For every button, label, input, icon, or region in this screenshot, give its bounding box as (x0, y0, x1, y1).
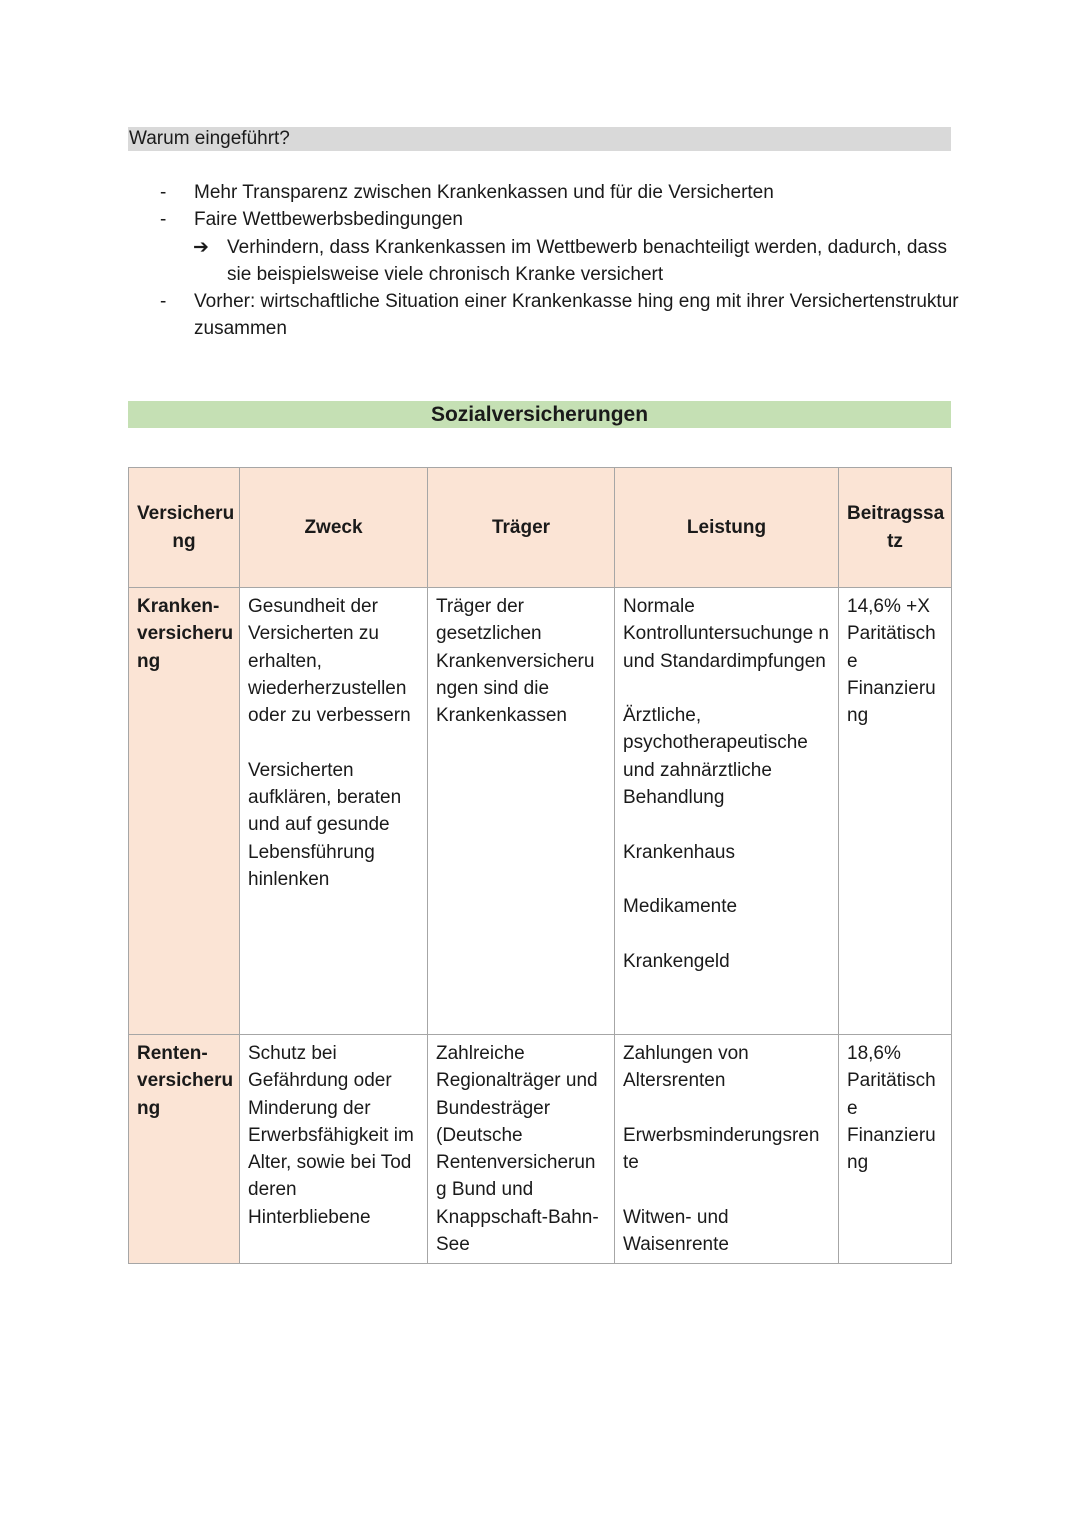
dash-bullet-icon: - (160, 291, 167, 313)
header-zweck: Zweck (240, 468, 428, 588)
social-insurance-title: Sozialversicherungen (128, 401, 951, 428)
table-row (129, 588, 952, 1035)
leistung-item: Medikamente (623, 896, 738, 918)
header-leistung: Leistung (615, 468, 839, 588)
dash-bullet-icon: - (160, 182, 167, 203)
table-row (129, 1035, 952, 1264)
list-item (160, 206, 960, 233)
leistung-item: Zahlungen von Altersrenten (623, 1043, 749, 1092)
zweck-paragraph: Gesundheit der Versicherten zu erhalten, wiederherzustellen oder zu verbessern (248, 596, 411, 727)
leistung-item: Ärztliche, psychotherapeutische und zahnärztliche Behandlung (623, 705, 808, 809)
list-item-text: Faire Wettbewerbsbedingungen (194, 209, 463, 231)
cell-beitragssatz: 14,6% +X Paritätisch e Finanzieru ng (839, 588, 952, 1035)
cell-zweck (240, 588, 428, 1035)
cell-zweck (240, 1035, 428, 1264)
list-item-text: Mehr Transparenz zwischen Krankenkassen und für die Versicherten (194, 182, 774, 203)
sub-list-item (160, 234, 960, 289)
dash-bullet-icon: - (160, 209, 167, 231)
cell-versicherung: Kranken-versicheru ng (129, 588, 240, 1035)
header-traeger: Träger (428, 468, 615, 588)
header-versicherung: Versicheru ng (129, 468, 240, 588)
list-item-text: Vorher: wirtschaftliche Situation einer Krankenkasse hing eng mit ihrer Versichertenstruktur zusammen (194, 291, 959, 340)
reasons-list (160, 179, 960, 343)
leistung-item: Normale Kontrolluntersuchunge n und Standardimpfungen (623, 596, 829, 672)
why-introduced-heading: Warum eingeführt? (128, 127, 951, 151)
cell-traeger: Zahlreiche Regionalträger und Bundesträger (Deutsche Rentenversicherun g Bund und Knappschaft-Bahn-See (428, 1035, 615, 1264)
cell-beitragssatz: 18,6% Paritätisch e Finanzieru ng (839, 1035, 952, 1264)
social-insurance-table (128, 467, 952, 1264)
cell-leistung (615, 588, 839, 1035)
leistung-item: Krankengeld (623, 950, 730, 972)
sub-list-item-text: Verhindern, dass Krankenkassen im Wettbewerb benachteiligt werden, dadurch, dass sie beispielsweise viele chronisch Kranke versichert (227, 236, 947, 285)
cell-leistung (615, 1035, 839, 1264)
leistung-item: Witwen- und Waisenrente (623, 1206, 729, 1256)
leistung-item: Erwerbsminderungsren te (623, 1124, 820, 1174)
zweck-paragraph: Schutz bei Gefährdung oder Minderung der Erwerbsfähigkeit im Alter, sowie bei Tod deren Hinterbliebene (248, 1043, 414, 1228)
arrow-right-icon: ➔ (193, 236, 209, 258)
list-item (160, 179, 960, 206)
list-item (160, 288, 960, 343)
table-header-row (129, 468, 952, 588)
zweck-paragraph: Versicherten aufklären, beraten und auf gesunde Lebensführung hinlenken (248, 759, 402, 890)
cell-traeger: Träger der gesetzlichen Krankenversicheru ngen sind die Krankenkassen (428, 588, 615, 1035)
leistung-item: Krankenhaus (623, 841, 735, 863)
header-beitragssatz: Beitragssa tz (839, 468, 952, 588)
cell-versicherung: Renten-versicheru ng (129, 1035, 240, 1264)
